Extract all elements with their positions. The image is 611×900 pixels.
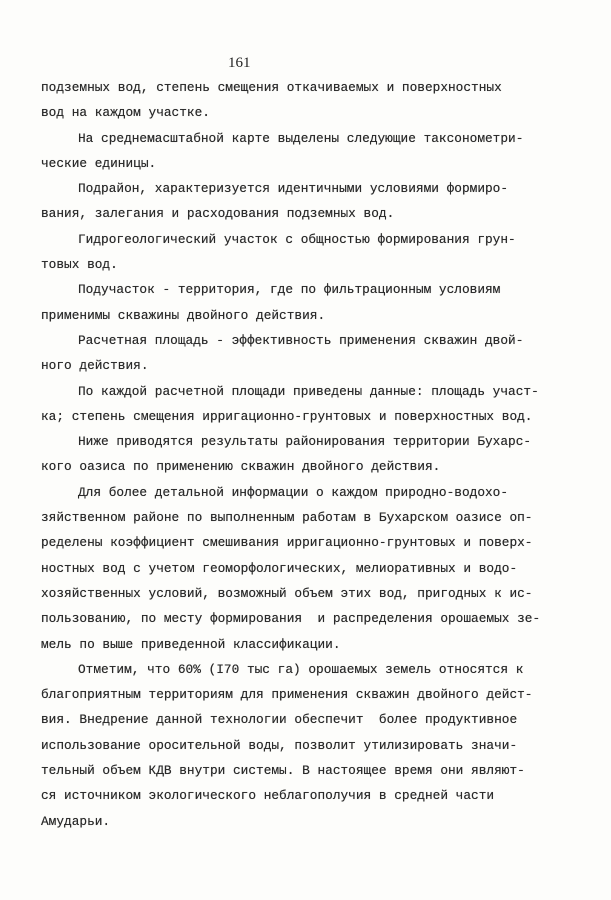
text-line: Для более детальной информации о каждом природно-водохо-: [78, 484, 509, 500]
text-line: ного действия.: [41, 358, 149, 374]
text-line: ределены коэффициент смешивания ирригационно-грунтовых и поверх-: [41, 535, 533, 551]
text-line: По каждой расчетной площади приведены данные: площадь участ-: [78, 383, 539, 399]
text-line: ка; степень смещения ирригационно-грунтовых и поверхностных вод.: [41, 408, 533, 424]
text-line: зяйственном районе по выполненным работам в Бухарском оазисе оп-: [41, 510, 533, 526]
text-line: вод на каждом участке.: [41, 105, 210, 121]
text-line: Гидрогеологический участок с общностью формирования грун-: [78, 231, 516, 247]
text-line: товых вод.: [41, 257, 118, 273]
text-line: Подрайон, характеризуется идентичными условиями формиро-: [78, 181, 509, 197]
text-line: благоприятным территориям для применения скважин двойного дейст-: [41, 687, 533, 703]
text-line: применимы скважины двойного действия.: [41, 307, 326, 323]
text-line: Отметим, что 60% (I70 тыс га) орошаемых земель относятся к: [78, 661, 524, 677]
text-line: Ниже приводятся результаты районирования территории Бухарс-: [78, 434, 532, 450]
text-line: тельный объем КДВ внутри системы. В настоящее время они являют-: [41, 763, 525, 779]
page-number: 161: [228, 55, 251, 71]
text-line: Амударьи.: [41, 813, 111, 829]
text-line: ностных вод с учетом геоморфологических, мелиоративных и водо-: [41, 560, 518, 576]
text-line: подземных вод, степень смещения откачиваемых и поверхностных: [41, 80, 502, 95]
text-line: пользованию, по месту формирования и распределения орошаемых зе-: [41, 611, 541, 627]
text-line: Расчетная площадь - эффективность применения скважин двой-: [78, 332, 524, 348]
text-line: использование оросительной воды, позволит утилизировать значи-: [41, 737, 518, 753]
text-line: хозяйственных условий, возможный объем этих вод, пригодных к ис-: [41, 585, 533, 601]
text-line: кого оазиса по применению скважин двойного действия.: [41, 459, 441, 475]
text-line: ческие единицы.: [41, 155, 157, 171]
text-line: ся источником экологического неблагополучия в средней части: [41, 788, 495, 804]
text-line: вия. Внедрение данной технологии обеспечит более продуктивное: [41, 712, 518, 728]
text-line: Подучасток - территория, где по фильтрационным условиям: [78, 282, 501, 298]
text-line: На среднемасштабной карте выделены следующие таксонометри-: [78, 130, 524, 146]
text-line: вания, залегания и расходования подземных вод.: [41, 206, 395, 222]
text-line: мель по выше приведенной классификации.: [41, 636, 341, 652]
body-text: [41, 75, 601, 834]
